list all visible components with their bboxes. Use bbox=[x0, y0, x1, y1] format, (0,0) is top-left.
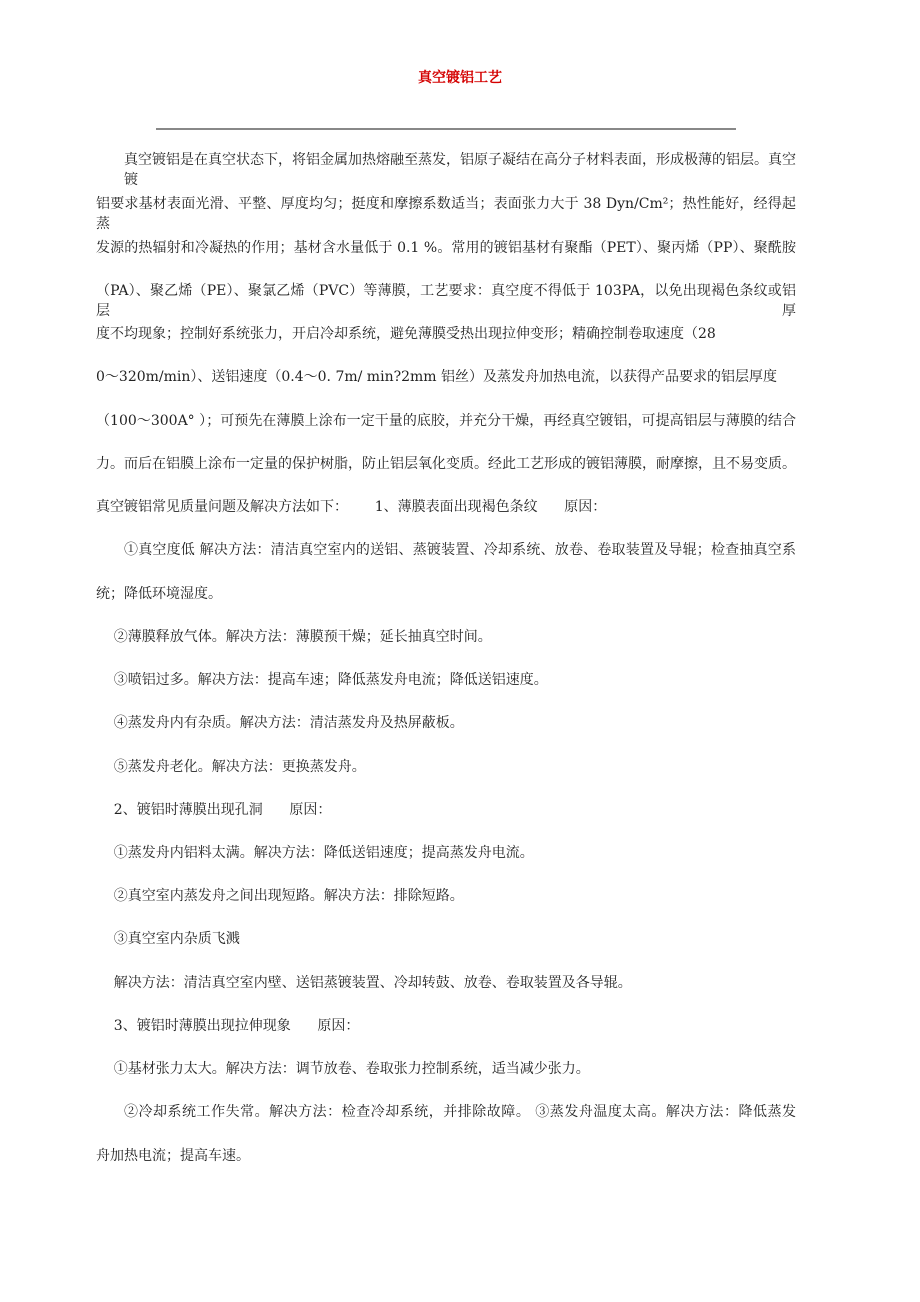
paragraph-line: ②冷却系统工作失常。解决方法：检查冷却系统，并排除故障。 ③蒸发舟温度太高。解决方法：降低蒸发 bbox=[124, 1104, 796, 1120]
paragraph-line: ⑤蒸发舟老化。解决方法：更换蒸发舟。 bbox=[96, 759, 366, 775]
paragraph-line: 发源的热辐射和冷凝热的作用；基材含水量低于 0.1 %。常用的镀铝基材有聚酯（PET）、聚丙烯（PP）、聚酰胺 bbox=[96, 240, 796, 256]
document-title: 真空镀铝工艺 bbox=[418, 70, 502, 86]
paragraph-line: ③真空室内杂质飞溅 bbox=[96, 931, 240, 947]
paragraph-line: 真空镀铝常见质量问题及解决方法如下： 1、薄膜表面出现褐色条纹 原因： bbox=[96, 499, 607, 515]
title-divider bbox=[156, 128, 736, 130]
paragraph-line: ②真空室内蒸发舟之间出现短路。解决方法：排除短路。 bbox=[96, 888, 464, 904]
paragraph-line: 2、镀铝时薄膜出现孔洞 原因： bbox=[96, 802, 332, 818]
paragraph-line: ③喷铝过多。解决方法：提高车速；降低蒸发舟电流；降低送铝速度。 bbox=[96, 672, 548, 688]
paragraph-line: 铝要求基材表面光滑、平整、厚度均匀；挺度和摩擦系数适当；表面张力大于 38 Dyn/Cm²；热性能好，经得起蒸 bbox=[96, 196, 796, 232]
paragraph-line: 统；降低环境湿度。 bbox=[96, 586, 222, 602]
paragraph-line: （100～300A° ）；可预先在薄膜上涂布一定干量的底胶，并充分干燥，再经真空镀铝，可提高铝层与薄膜的结合 bbox=[96, 413, 796, 429]
paragraph-line: ①真空度低 解决方法：清洁真空室内的送铝、蒸镀装置、冷却系统、放卷、卷取装置及导辊；检查抽真空系 bbox=[124, 542, 796, 558]
paragraph-line: 度不均现象；控制好系统张力，开启冷却系统，避免薄膜受热出现拉伸变形；精确控制卷取速度（28 bbox=[96, 326, 716, 342]
paragraph-line: （PA）、聚乙烯（PE）、聚氯乙烯（PVC）等薄膜，工艺要求：真空度不得低于 103PA，以免出现褐色条纹或铝层厚 bbox=[96, 283, 796, 319]
paragraph-line: 3、镀铝时薄膜出现拉伸现象 原因： bbox=[96, 1018, 360, 1034]
paragraph-line: 解决方法：清洁真空室内壁、送铝蒸镀装置、冷却转鼓、放卷、卷取装置及各导辊。 bbox=[96, 975, 632, 991]
paragraph-line: ②薄膜释放气体。解决方法：薄膜预干燥；延长抽真空时间。 bbox=[96, 629, 492, 645]
paragraph-line: ④蒸发舟内有杂质。解决方法：清洁蒸发舟及热屏蔽板。 bbox=[96, 715, 464, 731]
paragraph-line: 舟加热电流；提高车速。 bbox=[96, 1148, 250, 1164]
paragraph-line: 0～320m/min）、送铝速度（0.4～0. 7m/ min?2mm 铝丝）及蒸发舟加热电流，以获得产品要求的铝层厚度 bbox=[96, 369, 777, 385]
paragraph-line: 力。而后在铝膜上涂布一定量的保护树脂，防止铝层氧化变质。经此工艺形成的镀铝薄膜，耐摩擦，且不易变质。 bbox=[96, 456, 796, 472]
paragraph-line: ①蒸发舟内铝料太满。解决方法：降低送铝速度；提高蒸发舟电流。 bbox=[96, 845, 534, 861]
paragraph-line: ①基材张力太大。解决方法：调节放卷、卷取张力控制系统，适当减少张力。 bbox=[96, 1061, 590, 1077]
paragraph-line: 真空镀铝是在真空状态下，将铝金属加热熔融至蒸发，铝原子凝结在高分子材料表面，形成极薄的铝层。真空镀 bbox=[124, 152, 796, 188]
